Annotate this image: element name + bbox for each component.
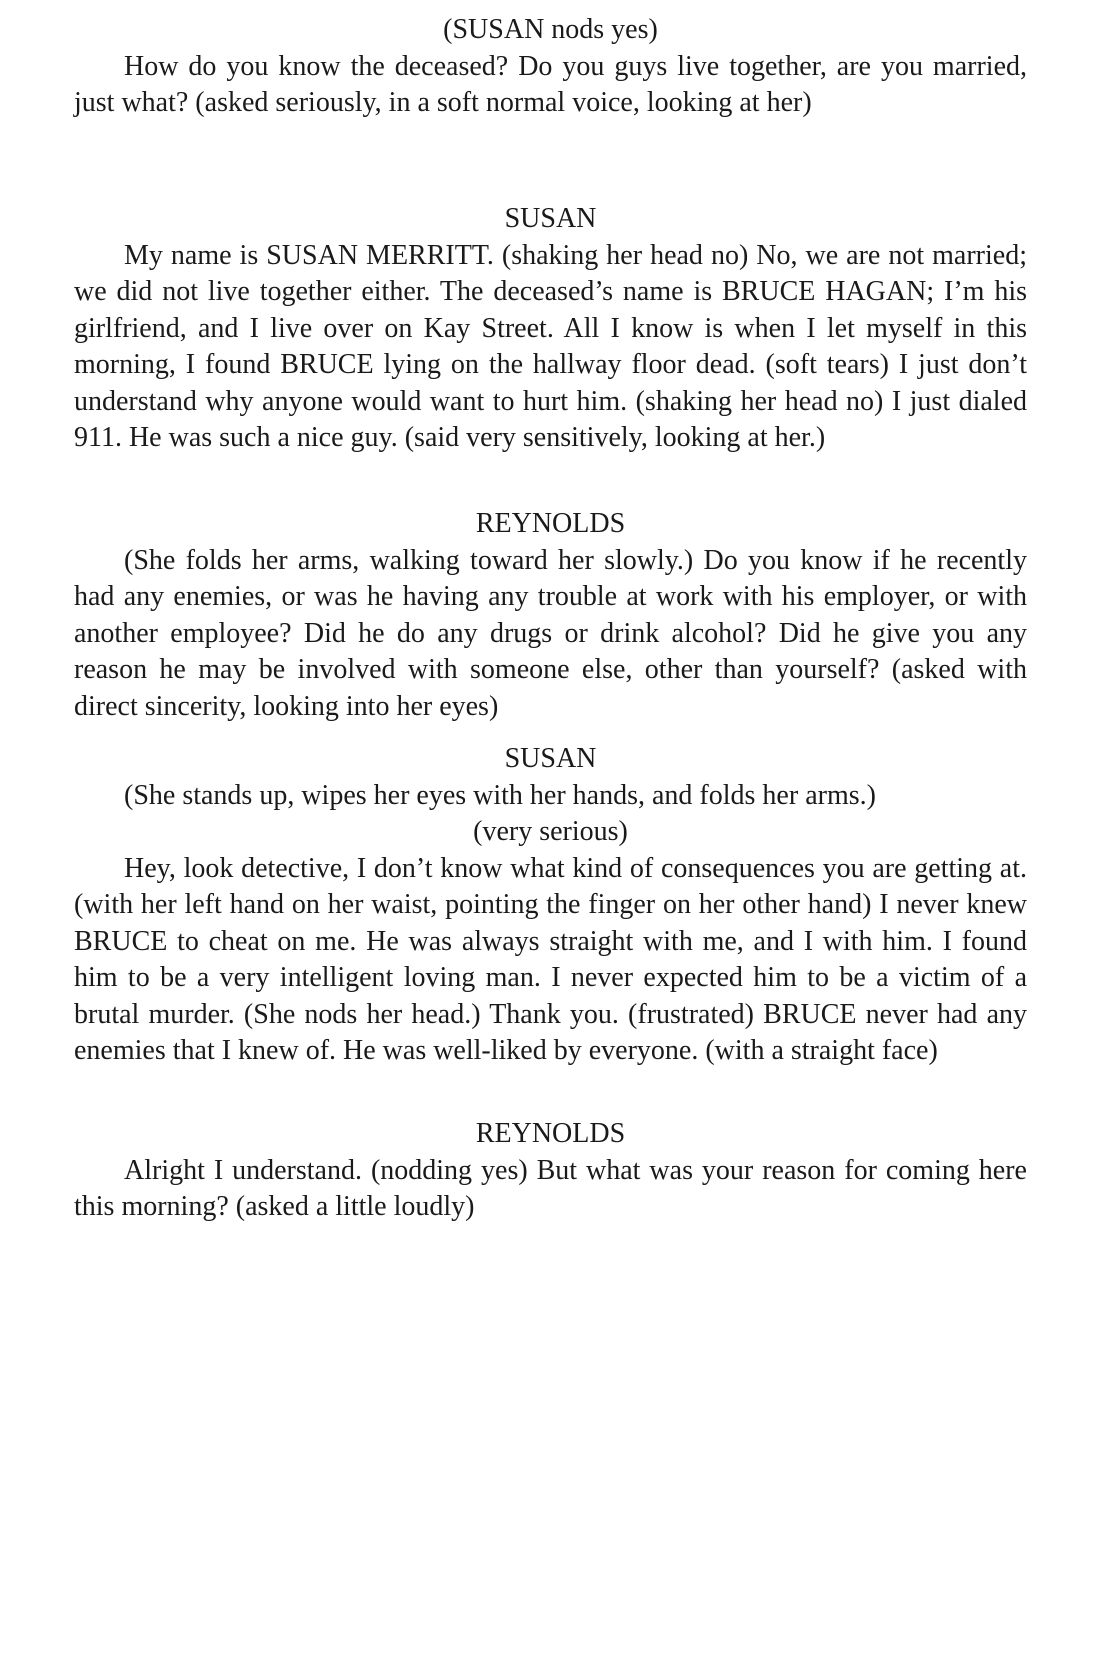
speaker-name: SUSAN [504, 203, 597, 234]
script-block-2 [74, 201, 1027, 457]
action-line: (She stands up, wipes her eyes with her hands, and folds her arms.) [124, 779, 876, 811]
dialogue-text: My name is SUSAN MERRITT. (shaking her head no) No, we are not married; we did not live together either. The deceased’s name is BRUCE HAGAN; I’m his girlfriend, and I live over on Kay Street. All I know is when I let myself in this morning, I found BRUCE lying on the hallway floor dead. (soft tears) I just don’t understand why anyone would want to hurt him. (shaking her head no) I just dialed 911. He was such a nice guy. (said very sensitively, looking at her.) [74, 239, 1027, 453]
dialogue-text: Hey, look detective, I don’t know what kind of consequences you are getting at. (with her left hand on her waist, pointing the finger on her other hand) I never knew BRUCE to cheat on me. He was always straight with me, and I with him. I found him to be a very intelligent loving man. I never expected him to be a victim of a brutal murder. (She nods her head.) Thank you. (frustrated) BRUCE never had any enemies that I knew of. He was well-liked by everyone. (with a straight face) [74, 852, 1027, 1066]
script-block-5 [74, 1116, 1027, 1226]
script-block-3 [74, 506, 1027, 725]
dialogue-text: Alright I understand. (nodding yes) But what was your reason for coming here this morning? (asked a little loudly) [74, 1154, 1027, 1222]
speaker-name: SUSAN [504, 743, 597, 774]
speaker-name: REYNOLDS [475, 508, 626, 539]
speaker-name: REYNOLDS [475, 1118, 626, 1149]
dialogue-text: (She folds her arms, walking toward her slowly.) Do you know if he recently had any enemies, or was he having any trouble at work with his employer, or with another employee? Did he do any drugs or drink alcohol? Did he give you any reason he may be involved with someone else, other than yourself? (asked with direct sincerity, looking into her eyes) [74, 544, 1027, 722]
dialogue-text: How do you know the deceased? Do you guys live together, are you married, just what? (asked seriously, in a soft normal voice, looking at her) [74, 50, 1027, 118]
parenthetical: (very serious) [473, 816, 628, 847]
stage-direction: (SUSAN nods yes) [443, 14, 658, 45]
script-block-4 [74, 741, 1027, 1070]
script-block-1 [74, 12, 1027, 122]
